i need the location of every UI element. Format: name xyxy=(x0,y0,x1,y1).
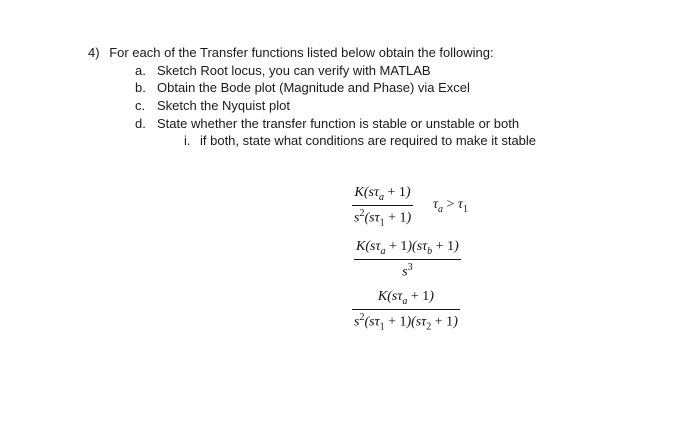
list-item xyxy=(135,80,470,96)
list-item-text: Obtain the Bode plot (Magnitude and Phase) via Excel xyxy=(157,80,470,95)
transfer-function-1-condition: $\tau_a > \tau_1$ xyxy=(433,197,468,215)
list-item xyxy=(135,116,519,132)
fraction-3-numerator: $K(s\tau_a + 1)$ xyxy=(377,289,434,307)
list-item-text: State whether the transfer function is stable or unstable or both xyxy=(157,116,520,131)
fraction-1-denominator: $s^2(s\tau_1 + 1)$ xyxy=(354,207,412,229)
list-item xyxy=(135,98,290,114)
list-item-marker: c. xyxy=(135,98,146,113)
question-header xyxy=(88,45,494,61)
sub-list-item xyxy=(184,133,536,149)
fraction-3 xyxy=(352,289,460,332)
fraction-2 xyxy=(354,239,461,280)
fraction-3-denominator: $s^2(s\tau_1 + 1)(s\tau_2 + 1)$ xyxy=(354,311,458,333)
list-item-text: Sketch the Nyquist plot xyxy=(157,98,290,113)
transfer-function-1 xyxy=(352,185,413,228)
fraction-2-numerator: $K(s\tau_a + 1)(s\tau_b + 1)$ xyxy=(356,239,459,257)
transfer-function-3 xyxy=(352,289,460,332)
list-item-marker: d. xyxy=(135,116,146,131)
transfer-function-2 xyxy=(354,239,461,280)
sub-list-item-marker: i. xyxy=(184,133,191,148)
question-number: 4) xyxy=(88,45,100,60)
fraction-1 xyxy=(352,185,413,228)
question-prompt: For each of the Transfer functions listed below obtain the following: xyxy=(109,45,494,60)
list-item xyxy=(135,63,431,79)
list-item-text: Sketch Root locus, you can verify with MATLAB xyxy=(157,63,431,78)
sub-list-item-text: if both, state what conditions are required to make it stable xyxy=(200,133,537,148)
fraction-1-numerator: $K(s\tau_a + 1)$ xyxy=(354,185,411,203)
fraction-2-denominator: $s^3$ xyxy=(402,261,413,280)
list-item-marker: b. xyxy=(135,80,146,95)
list-item-marker: a. xyxy=(135,63,146,78)
